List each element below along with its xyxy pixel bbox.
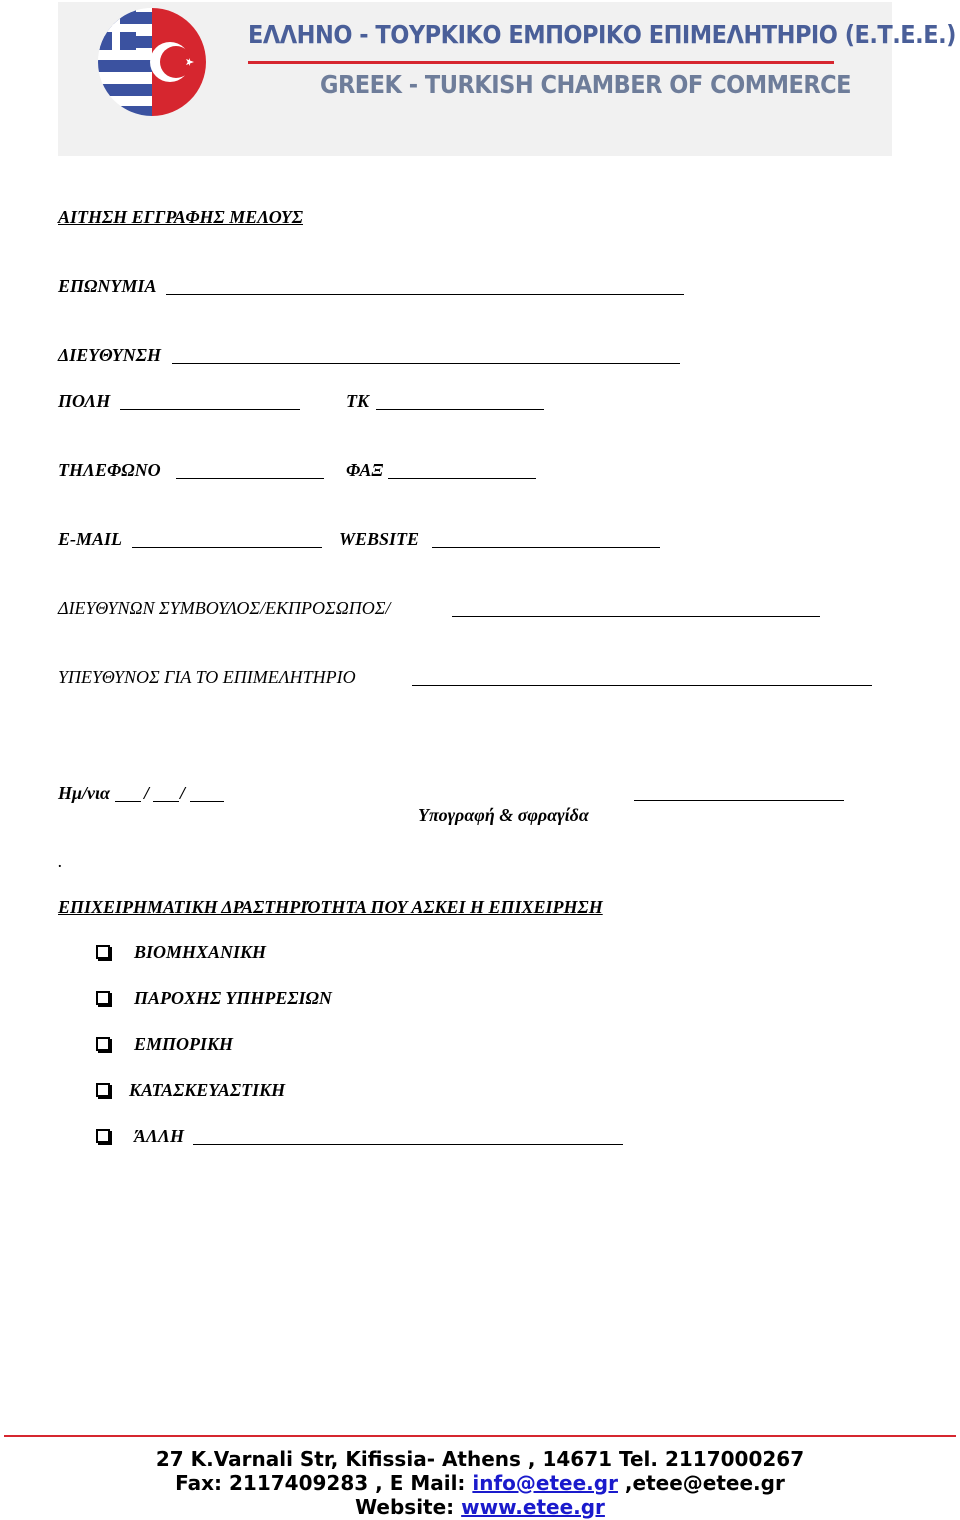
footer-website	[0, 1495, 960, 1519]
footer-secondary-email: ,etee@etee.gr	[617, 1471, 785, 1495]
checkbox-industrial[interactable]	[96, 945, 110, 959]
date-day-field[interactable]	[115, 801, 141, 802]
managing-director-field[interactable]	[452, 616, 820, 617]
fax-label: ΦΑΞ	[346, 460, 384, 480]
date-label: Ημ/νια	[58, 783, 110, 803]
activity-construction-label: ΚΑΤΑΣΚΕΥΑΣΤΙΚΗ	[129, 1080, 286, 1100]
website-label: WEBSITE	[339, 529, 420, 549]
email-field[interactable]	[132, 547, 322, 548]
date-separator: /	[180, 783, 186, 803]
date-separator: /	[144, 783, 150, 803]
phone-field[interactable]	[176, 478, 324, 479]
managing-director-label: ΔΙΕΥΘΥΝΩΝ ΣΥΜΒΟΥΛΟΣ/ΕΚΠΡΟΣΩΠΟΣ/	[58, 598, 391, 618]
checkbox-other[interactable]	[96, 1129, 110, 1143]
checkbox-services[interactable]	[96, 991, 110, 1005]
footer-contact	[0, 1471, 960, 1495]
postal-code-label: ΤΚ	[346, 391, 370, 411]
email-label: E-MAIL	[58, 529, 123, 549]
activity-industrial-label: ΒΙΟΜΗΧΑΝΙΚΗ	[134, 942, 267, 962]
stray-dot: .	[58, 851, 63, 871]
checkbox-commercial[interactable]	[96, 1037, 110, 1051]
activity-other-label: ΆΛΛΗ	[134, 1126, 185, 1146]
title-divider	[248, 61, 834, 64]
signature-label: Υπογραφή & σφραγίδα	[418, 805, 589, 825]
fax-field[interactable]	[388, 478, 536, 479]
letterhead-banner	[58, 2, 956, 156]
activity-section-title: ΕΠΙΧΕΙΡΗΜΑΤΙΚΗ ΔΡΑΣΤΗΡΙΌΤΗΤΑ ΠΟΥ ΑΣΚΕΙ Η ΕΠΙΧΕΙΡΗΣΗ	[58, 897, 603, 917]
postal-code-field[interactable]	[376, 409, 544, 410]
company-name-field[interactable]	[166, 294, 684, 295]
date-year-field[interactable]	[190, 801, 224, 802]
footer-fax-email-text: Fax: 2117409283 , E Mail:	[175, 1471, 473, 1495]
city-label: ΠΟΛΗ	[58, 391, 111, 411]
chamber-logo-icon	[96, 6, 208, 118]
activity-services-label: ΠΑΡΟΧΗΣ ΥΠΗΡΕΣΙΩΝ	[134, 988, 332, 1008]
address-label: ΔΙΕΥΘΥΝΣΗ	[58, 345, 161, 365]
footer-website-label: Website:	[355, 1495, 462, 1519]
footer-divider	[4, 1435, 956, 1437]
city-field[interactable]	[120, 409, 300, 410]
signature-field[interactable]	[634, 800, 844, 801]
website-field[interactable]	[432, 547, 660, 548]
date-month-field[interactable]	[153, 801, 179, 802]
footer-address: 27 K.Varnali Str, Kifissia- Athens , 14671 Tel. 2117000267	[155, 1447, 805, 1471]
chamber-contact-label: ΥΠΕΥΘΥΝΟΣ ΓΙΑ ΤΟ ΕΠΙΜΕΛΗΤΗΡΙΟ	[58, 667, 356, 687]
phone-label: ΤΗΛΕΦΩΝΟ	[58, 460, 161, 480]
checkbox-construction[interactable]	[96, 1083, 110, 1097]
activity-other-field[interactable]	[193, 1144, 623, 1145]
address-field[interactable]	[172, 363, 680, 364]
activity-commercial-label: ΕΜΠΟΡΙΚΗ	[134, 1034, 234, 1054]
email-link[interactable]: info@etee.gr	[472, 1471, 618, 1495]
form-title: ΑΙΤΗΣΗ ΕΓΓΡΑΦΗΣ ΜΕΛΟΥΣ	[58, 207, 303, 227]
chamber-title-greek: ΕΛΛΗΝΟ - ΤΟΥΡΚΙΚΟ ΕΜΠΟΡΙΚΟ ΕΠΙΜΕΛΗΤΗΡΙΟ (Ε.Τ.Ε.Ε.)	[248, 20, 956, 49]
chamber-title-english: GREEK - TURKISH CHAMBER OF COMMERCE	[320, 70, 852, 99]
website-link[interactable]: www.etee.gr	[461, 1495, 605, 1519]
company-name-label: ΕΠΩΝΥΜΙΑ	[58, 276, 157, 296]
chamber-contact-field[interactable]	[412, 685, 872, 686]
